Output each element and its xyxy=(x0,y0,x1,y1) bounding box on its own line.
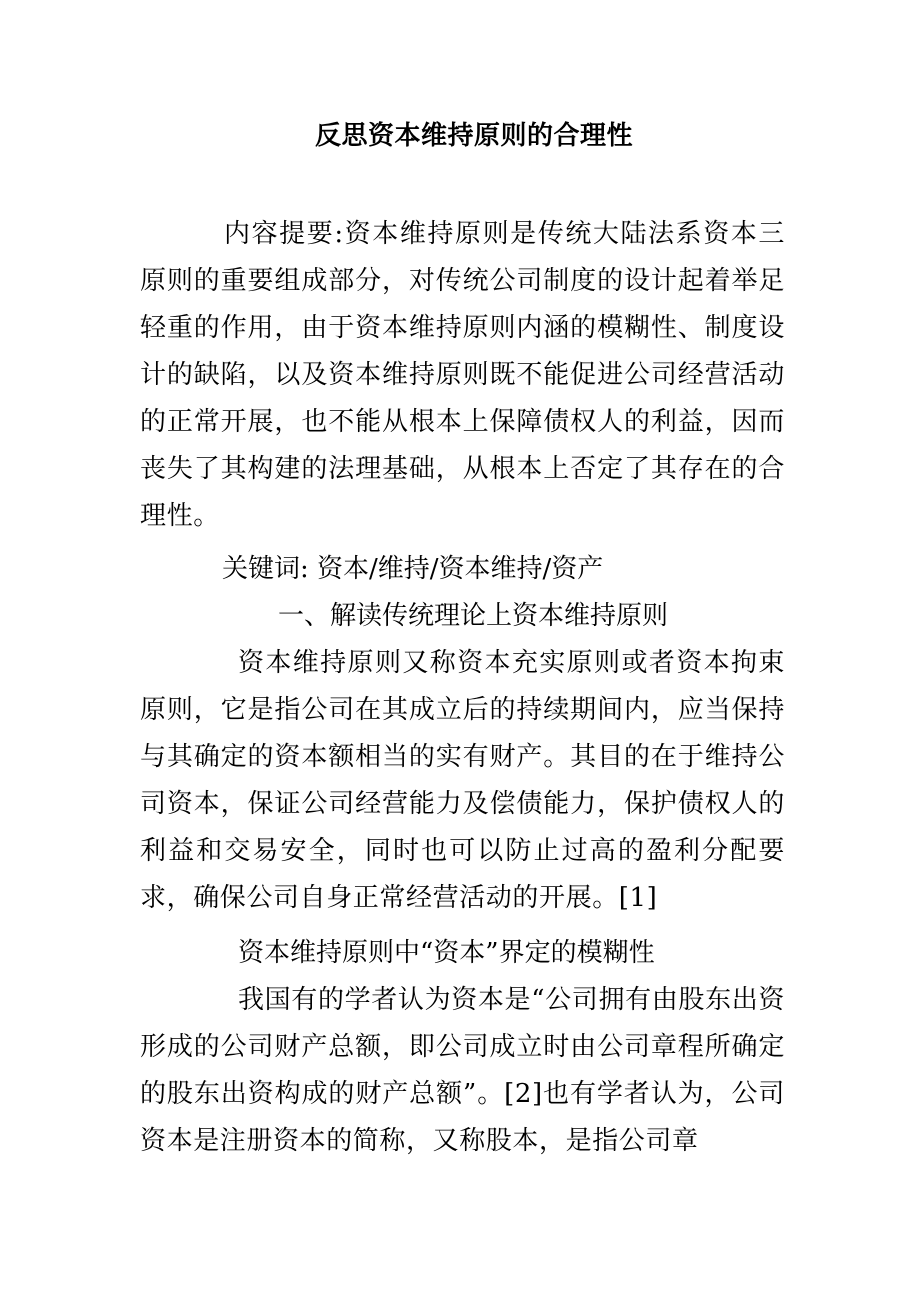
section-1-body-paragraph: 资本维持原则又称资本充实原则或者资本拘束原则，它是指公司在其成立后的持续期间内，应当保持与其确定的资本额相当的实有财产。其目的在于维持公司资本，保证公司经营能力及偿债能力，保护债权人的利益和交易安全，同时也可以防止过高的盈利分配要求，确保公司自身正常经营活动的开展。[1] xyxy=(140,648,785,913)
subsection-body-paragraph: 我国有的学者认为资本是“公司拥有由股东出资形成的公司财产总额，即公司成立时由公司章程所确定的股东出资构成的财产总额”。[2]也有学者认为，公司资本是注册资本的简称，又称股本，是指公司章 xyxy=(140,985,785,1156)
subsection-heading: 资本维持原则中“资本”界定的模糊性 xyxy=(238,938,655,968)
abstract-paragraph: 内容提要:资本维持原则是传统大陆法系资本三原则的重要组成部分，对传统公司制度的设计起着举足轻重的作用，由于资本维持原则内涵的模糊性、制度设计的缺陷，以及资本维持原则既不能促进公司经营活动的正常开展，也不能从根本上保障债权人的利益，因而丧失了其构建的法理基础，从根本上否定了其存在的合理性。 xyxy=(140,219,785,531)
section-heading-1: 一、解读传统理论上资本维持原则 xyxy=(278,601,669,631)
keywords-line: 关键词: 资本/维持/资本维持/资产 xyxy=(222,554,604,584)
document-title: 反思资本维持原则的合理性 xyxy=(314,121,633,151)
